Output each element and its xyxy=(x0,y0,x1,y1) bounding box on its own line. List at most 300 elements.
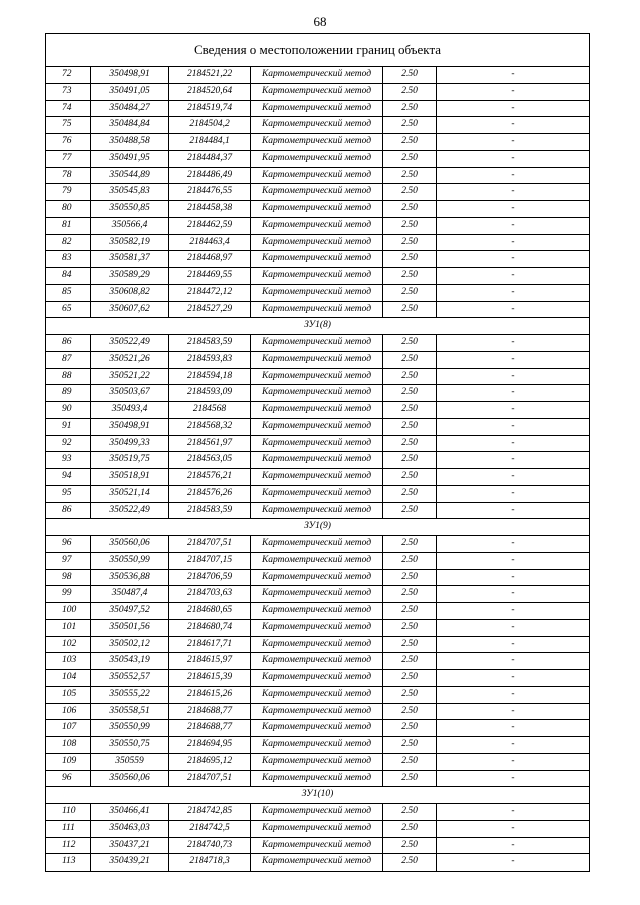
cell-method: Картометрический метод xyxy=(251,704,383,720)
cell-description: - xyxy=(511,219,515,230)
table-row xyxy=(46,302,589,319)
cell-description: - xyxy=(511,286,515,297)
cell-accuracy: 2.50 xyxy=(383,653,437,669)
cell-coord-x: 350550,99 xyxy=(91,553,169,569)
cell-coord-y: 2184615,39 xyxy=(169,670,251,686)
cell-point-number: 94 xyxy=(46,469,91,485)
cell-coord-y: 2184695,12 xyxy=(169,754,251,770)
cell-coord-y: 2184742,85 xyxy=(169,804,251,820)
cell-description: - xyxy=(511,839,515,850)
cell-coord-y: 2184707,51 xyxy=(169,536,251,552)
cell-coord-x: 350493,4 xyxy=(91,402,169,418)
cell-accuracy: 2.50 xyxy=(383,469,437,485)
cell-description: - xyxy=(511,638,515,649)
cell-method: Картометрический метод xyxy=(251,369,383,385)
cell-accuracy: 2.50 xyxy=(383,352,437,368)
table-row xyxy=(46,369,589,386)
cell-coord-y: 2184463,4 xyxy=(169,235,251,251)
cell-accuracy: 2.50 xyxy=(383,218,437,234)
table-row xyxy=(46,251,589,268)
cell-coord-y: 2184593,09 xyxy=(169,385,251,401)
cell-coord-y: 2184521,22 xyxy=(169,67,251,83)
cell-coord-y: 2184707,51 xyxy=(169,771,251,787)
cell-coord-x: 350536,88 xyxy=(91,570,169,586)
cell-accuracy: 2.50 xyxy=(383,586,437,602)
cell-description: - xyxy=(511,85,515,96)
cell-point-number: 86 xyxy=(46,335,91,351)
cell-description: - xyxy=(511,538,515,548)
cell-point-number: 80 xyxy=(46,201,91,217)
cell-method: Картометрический метод xyxy=(251,235,383,251)
cell-description: - xyxy=(511,119,515,130)
cell-accuracy: 2.50 xyxy=(383,84,437,100)
cell-description: - xyxy=(511,420,515,431)
table-row xyxy=(46,821,589,838)
cell-point-number: 107 xyxy=(46,720,91,736)
section-header: ЗУ1(9) xyxy=(46,519,589,536)
cell-accuracy: 2.50 xyxy=(383,704,437,720)
cell-coord-y: 2184740,73 xyxy=(169,838,251,854)
cell-coord-x: 350519,75 xyxy=(91,452,169,468)
cell-accuracy: 2.50 xyxy=(383,603,437,619)
cell-description: - xyxy=(511,487,515,498)
cell-coord-x: 350521,22 xyxy=(91,369,169,385)
cell-method: Картометрический метод xyxy=(251,168,383,184)
cell-description: - xyxy=(511,688,515,699)
cell-point-number: 96 xyxy=(46,536,91,552)
cell-method: Картометрический метод xyxy=(251,570,383,586)
section-header: ЗУ1(10) xyxy=(46,787,589,804)
table-row xyxy=(46,553,589,570)
cell-method: Картометрический метод xyxy=(251,285,383,301)
cell-method: Картометрический метод xyxy=(251,653,383,669)
cell-description: - xyxy=(511,588,515,599)
cell-coord-y: 2184694,95 xyxy=(169,737,251,753)
cell-point-number: 95 xyxy=(46,486,91,502)
cell-method: Картометрический метод xyxy=(251,720,383,736)
table-row xyxy=(46,335,589,352)
cell-description: - xyxy=(511,605,515,615)
cell-accuracy: 2.50 xyxy=(383,268,437,284)
cell-method: Картометрический метод xyxy=(251,821,383,837)
table-row xyxy=(46,436,589,453)
cell-point-number: 99 xyxy=(46,586,91,602)
table-row xyxy=(46,704,589,721)
cell-coord-x: 350555,22 xyxy=(91,687,169,703)
cell-coord-y: 2184519,74 xyxy=(169,101,251,117)
table-row xyxy=(46,653,589,670)
cell-point-number: 103 xyxy=(46,653,91,669)
cell-point-number: 84 xyxy=(46,268,91,284)
cell-coord-y: 2184680,74 xyxy=(169,620,251,636)
cell-coord-x: 350544,89 xyxy=(91,168,169,184)
cell-coord-x: 350543,19 xyxy=(91,653,169,669)
cell-coord-y: 2184718,3 xyxy=(169,854,251,871)
cell-coord-y: 2184707,15 xyxy=(169,553,251,569)
table-row xyxy=(46,184,589,201)
cell-point-number: 97 xyxy=(46,553,91,569)
cell-description: - xyxy=(511,370,515,381)
table-row xyxy=(46,67,589,84)
cell-description: - xyxy=(511,152,515,163)
table-row xyxy=(46,838,589,855)
cell-description: - xyxy=(511,186,515,197)
cell-method: Картометрический метод xyxy=(251,335,383,351)
cell-method: Картометрический метод xyxy=(251,218,383,234)
cell-description: - xyxy=(511,571,515,582)
cell-point-number: 109 xyxy=(46,754,91,770)
cell-point-number: 105 xyxy=(46,687,91,703)
cell-method: Картометрический метод xyxy=(251,352,383,368)
cell-coord-y: 2184703,63 xyxy=(169,586,251,602)
cell-coord-x: 350582,19 xyxy=(91,235,169,251)
table-row xyxy=(46,586,589,603)
cell-coord-y: 2184742,5 xyxy=(169,821,251,837)
section-header: ЗУ1(8) xyxy=(46,318,589,335)
cell-description: - xyxy=(511,303,515,314)
cell-point-number: 100 xyxy=(46,603,91,619)
table-row xyxy=(46,168,589,185)
cell-coord-x: 350521,26 xyxy=(91,352,169,368)
cell-coord-y: 2184484,37 xyxy=(169,151,251,167)
cell-coord-x: 350437,21 xyxy=(91,838,169,854)
table-row xyxy=(46,720,589,737)
cell-accuracy: 2.50 xyxy=(383,452,437,468)
cell-accuracy: 2.50 xyxy=(383,151,437,167)
cell-accuracy: 2.50 xyxy=(383,402,437,418)
cell-coord-y: 2184472,12 xyxy=(169,285,251,301)
cell-point-number: 86 xyxy=(46,503,91,519)
table-row xyxy=(46,637,589,654)
cell-accuracy: 2.50 xyxy=(383,670,437,686)
cell-coord-y: 2184469,55 xyxy=(169,268,251,284)
cell-description: - xyxy=(511,772,515,783)
cell-coord-x: 350608,82 xyxy=(91,285,169,301)
cell-point-number: 81 xyxy=(46,218,91,234)
cell-point-number: 108 xyxy=(46,737,91,753)
cell-coord-x: 350558,51 xyxy=(91,704,169,720)
cell-point-number: 89 xyxy=(46,385,91,401)
cell-method: Картометрический метод xyxy=(251,67,383,83)
table-row xyxy=(46,218,589,235)
cell-accuracy: 2.50 xyxy=(383,302,437,318)
cell-coord-x: 350550,85 xyxy=(91,201,169,217)
cell-coord-x: 350545,83 xyxy=(91,184,169,200)
cell-coord-y: 2184561,97 xyxy=(169,436,251,452)
cell-accuracy: 2.50 xyxy=(383,821,437,837)
cell-method: Картометрический метод xyxy=(251,436,383,452)
cell-accuracy: 2.50 xyxy=(383,101,437,117)
cell-accuracy: 2.50 xyxy=(383,620,437,636)
cell-accuracy: 2.50 xyxy=(383,536,437,552)
cell-coord-y: 2184593,83 xyxy=(169,352,251,368)
cell-coord-y: 2184568,32 xyxy=(169,419,251,435)
cell-coord-y: 2184615,26 xyxy=(169,687,251,703)
table-row xyxy=(46,771,589,788)
cell-accuracy: 2.50 xyxy=(383,117,437,133)
cell-coord-y: 2184568 xyxy=(169,402,251,418)
cell-method: Картометрический метод xyxy=(251,117,383,133)
cell-coord-x: 350550,75 xyxy=(91,737,169,753)
table-row xyxy=(46,503,589,520)
table-row xyxy=(46,151,589,168)
cell-description: - xyxy=(511,102,515,113)
cell-method: Картометрический метод xyxy=(251,101,383,117)
cell-coord-y: 2184576,26 xyxy=(169,486,251,502)
cell-coord-x: 350488,58 xyxy=(91,134,169,150)
cell-accuracy: 2.50 xyxy=(383,134,437,150)
cell-method: Картометрический метод xyxy=(251,251,383,267)
cell-description: - xyxy=(511,822,515,833)
cell-point-number: 90 xyxy=(46,402,91,418)
cell-accuracy: 2.50 xyxy=(383,804,437,820)
cell-accuracy: 2.50 xyxy=(383,436,437,452)
cell-accuracy: 2.50 xyxy=(383,168,437,184)
cell-point-number: 102 xyxy=(46,637,91,653)
cell-coord-x: 350498,91 xyxy=(91,67,169,83)
cell-coord-x: 350581,37 xyxy=(91,251,169,267)
cell-description: - xyxy=(511,69,515,79)
cell-method: Картометрический метод xyxy=(251,302,383,318)
cell-description: - xyxy=(511,655,515,666)
cell-point-number: 98 xyxy=(46,570,91,586)
table-row xyxy=(46,84,589,101)
cell-method: Картометрический метод xyxy=(251,469,383,485)
cell-accuracy: 2.50 xyxy=(383,201,437,217)
cell-point-number: 87 xyxy=(46,352,91,368)
cell-method: Картометрический метод xyxy=(251,486,383,502)
cell-accuracy: 2.50 xyxy=(383,854,437,871)
cell-coord-y: 2184458,38 xyxy=(169,201,251,217)
cell-method: Картометрический метод xyxy=(251,586,383,602)
table-row xyxy=(46,452,589,469)
cell-coord-y: 2184583,59 xyxy=(169,503,251,519)
cell-method: Картометрический метод xyxy=(251,553,383,569)
cell-point-number: 104 xyxy=(46,670,91,686)
cell-coord-x: 350484,27 xyxy=(91,101,169,117)
cell-description: - xyxy=(511,471,515,481)
cell-description: - xyxy=(511,203,515,213)
cell-coord-y: 2184688,77 xyxy=(169,720,251,736)
cell-coord-x: 350518,91 xyxy=(91,469,169,485)
cell-method: Картометрический метод xyxy=(251,84,383,100)
table-row xyxy=(46,570,589,587)
cell-description: - xyxy=(511,270,515,280)
cell-point-number: 111 xyxy=(46,821,91,837)
cell-method: Картометрический метод xyxy=(251,419,383,435)
cell-point-number: 112 xyxy=(46,838,91,854)
cell-point-number: 92 xyxy=(46,436,91,452)
cell-accuracy: 2.50 xyxy=(383,235,437,251)
cell-method: Картометрический метод xyxy=(251,134,383,150)
cell-method: Картометрический метод xyxy=(251,503,383,519)
cell-description: - xyxy=(511,705,515,716)
cell-coord-x: 350522,49 xyxy=(91,335,169,351)
cell-description: - xyxy=(511,437,515,448)
cell-point-number: 75 xyxy=(46,117,91,133)
cell-coord-x: 350463,03 xyxy=(91,821,169,837)
cell-accuracy: 2.50 xyxy=(383,335,437,351)
cell-coord-y: 2184476,55 xyxy=(169,184,251,200)
cell-coord-x: 350484,84 xyxy=(91,117,169,133)
table-row xyxy=(46,235,589,252)
cell-description: - xyxy=(511,253,515,264)
table-row xyxy=(46,854,589,871)
table-row xyxy=(46,201,589,218)
cell-point-number: 77 xyxy=(46,151,91,167)
cell-coord-x: 350566,4 xyxy=(91,218,169,234)
cell-accuracy: 2.50 xyxy=(383,503,437,519)
cell-method: Картометрический метод xyxy=(251,385,383,401)
cell-coord-x: 350466,41 xyxy=(91,804,169,820)
table-row xyxy=(46,486,589,503)
cell-description: - xyxy=(511,337,515,347)
cell-coord-x: 350560,06 xyxy=(91,536,169,552)
cell-method: Картометрический метод xyxy=(251,151,383,167)
cell-coord-y: 2184706,59 xyxy=(169,570,251,586)
cell-description: - xyxy=(511,169,515,180)
cell-accuracy: 2.50 xyxy=(383,838,437,854)
cell-coord-x: 350552,57 xyxy=(91,670,169,686)
cell-description: - xyxy=(511,722,515,733)
cell-point-number: 91 xyxy=(46,419,91,435)
cell-accuracy: 2.50 xyxy=(383,419,437,435)
page-number: 68 xyxy=(313,14,327,29)
cell-description: - xyxy=(511,504,515,515)
cell-description: - xyxy=(511,672,515,682)
cell-accuracy: 2.50 xyxy=(383,285,437,301)
cell-point-number: 73 xyxy=(46,84,91,100)
cell-coord-y: 2184504,2 xyxy=(169,117,251,133)
cell-coord-x: 350550,99 xyxy=(91,720,169,736)
table-row xyxy=(46,687,589,704)
cell-coord-y: 2184486,49 xyxy=(169,168,251,184)
cell-method: Картометрический метод xyxy=(251,268,383,284)
table-row xyxy=(46,101,589,118)
cell-method: Картометрический метод xyxy=(251,754,383,770)
cell-accuracy: 2.50 xyxy=(383,184,437,200)
cell-description: - xyxy=(511,806,515,816)
cell-coord-y: 2184527,29 xyxy=(169,302,251,318)
cell-method: Картометрический метод xyxy=(251,771,383,787)
cell-coord-x: 350589,29 xyxy=(91,268,169,284)
cell-description: - xyxy=(511,856,515,867)
boundary-table xyxy=(45,33,590,872)
table-row xyxy=(46,469,589,486)
cell-accuracy: 2.50 xyxy=(383,67,437,83)
cell-method: Картометрический метод xyxy=(251,687,383,703)
table-row xyxy=(46,804,589,821)
cell-coord-x: 350560,06 xyxy=(91,771,169,787)
cell-method: Картометрический метод xyxy=(251,201,383,217)
cell-accuracy: 2.50 xyxy=(383,385,437,401)
cell-method: Картометрический метод xyxy=(251,737,383,753)
table-row xyxy=(46,737,589,754)
cell-accuracy: 2.50 xyxy=(383,737,437,753)
cell-coord-y: 2184617,71 xyxy=(169,637,251,653)
table-row xyxy=(46,285,589,302)
cell-coord-y: 2184688,77 xyxy=(169,704,251,720)
cell-method: Картометрический метод xyxy=(251,452,383,468)
cell-coord-x: 350607,62 xyxy=(91,302,169,318)
cell-point-number: 85 xyxy=(46,285,91,301)
cell-description: - xyxy=(511,755,515,766)
cell-point-number: 93 xyxy=(46,452,91,468)
cell-point-number: 76 xyxy=(46,134,91,150)
cell-coord-x: 350439,21 xyxy=(91,854,169,871)
cell-description: - xyxy=(511,554,515,565)
cell-coord-y: 2184594,18 xyxy=(169,369,251,385)
table-row xyxy=(46,620,589,637)
cell-method: Картометрический метод xyxy=(251,402,383,418)
cell-method: Картометрический метод xyxy=(251,670,383,686)
table-title: Сведения о местоположении границ объекта xyxy=(46,34,589,67)
table-row xyxy=(46,134,589,151)
cell-coord-x: 350498,91 xyxy=(91,419,169,435)
cell-coord-x: 350487,4 xyxy=(91,586,169,602)
cell-description: - xyxy=(511,404,515,414)
cell-point-number: 74 xyxy=(46,101,91,117)
cell-point-number: 88 xyxy=(46,369,91,385)
cell-method: Картометрический метод xyxy=(251,804,383,820)
cell-coord-y: 2184615,97 xyxy=(169,653,251,669)
cell-method: Картометрический метод xyxy=(251,184,383,200)
cell-accuracy: 2.50 xyxy=(383,251,437,267)
cell-coord-x: 350491,95 xyxy=(91,151,169,167)
cell-coord-y: 2184576,21 xyxy=(169,469,251,485)
cell-point-number: 79 xyxy=(46,184,91,200)
cell-coord-x: 350503,67 xyxy=(91,385,169,401)
cell-point-number: 78 xyxy=(46,168,91,184)
cell-accuracy: 2.50 xyxy=(383,771,437,787)
cell-description: - xyxy=(511,454,515,465)
cell-point-number: 65 xyxy=(46,302,91,318)
cell-accuracy: 2.50 xyxy=(383,754,437,770)
cell-point-number: 72 xyxy=(46,67,91,83)
cell-coord-x: 350521,14 xyxy=(91,486,169,502)
cell-coord-x: 350559 xyxy=(91,754,169,770)
cell-method: Картометрический метод xyxy=(251,603,383,619)
cell-point-number: 82 xyxy=(46,235,91,251)
cell-description: - xyxy=(511,353,515,364)
cell-coord-y: 2184680,65 xyxy=(169,603,251,619)
cell-method: Картометрический метод xyxy=(251,838,383,854)
cell-coord-x: 350491,05 xyxy=(91,84,169,100)
table-row xyxy=(46,385,589,402)
cell-method: Картометрический метод xyxy=(251,854,383,871)
cell-description: - xyxy=(511,621,515,632)
table-row xyxy=(46,536,589,553)
cell-point-number: 96 xyxy=(46,771,91,787)
cell-coord-y: 2184563,05 xyxy=(169,452,251,468)
cell-coord-y: 2184462,59 xyxy=(169,218,251,234)
cell-accuracy: 2.50 xyxy=(383,553,437,569)
table-row xyxy=(46,603,589,620)
cell-accuracy: 2.50 xyxy=(383,570,437,586)
cell-method: Картометрический метод xyxy=(251,536,383,552)
cell-point-number: 106 xyxy=(46,704,91,720)
table-row xyxy=(46,754,589,771)
table-row xyxy=(46,352,589,369)
cell-point-number: 113 xyxy=(46,854,91,871)
table-row xyxy=(46,419,589,436)
cell-accuracy: 2.50 xyxy=(383,720,437,736)
cell-description: - xyxy=(511,739,515,749)
table-row xyxy=(46,670,589,687)
cell-method: Картометрический метод xyxy=(251,637,383,653)
table-row xyxy=(46,117,589,134)
cell-coord-x: 350501,56 xyxy=(91,620,169,636)
